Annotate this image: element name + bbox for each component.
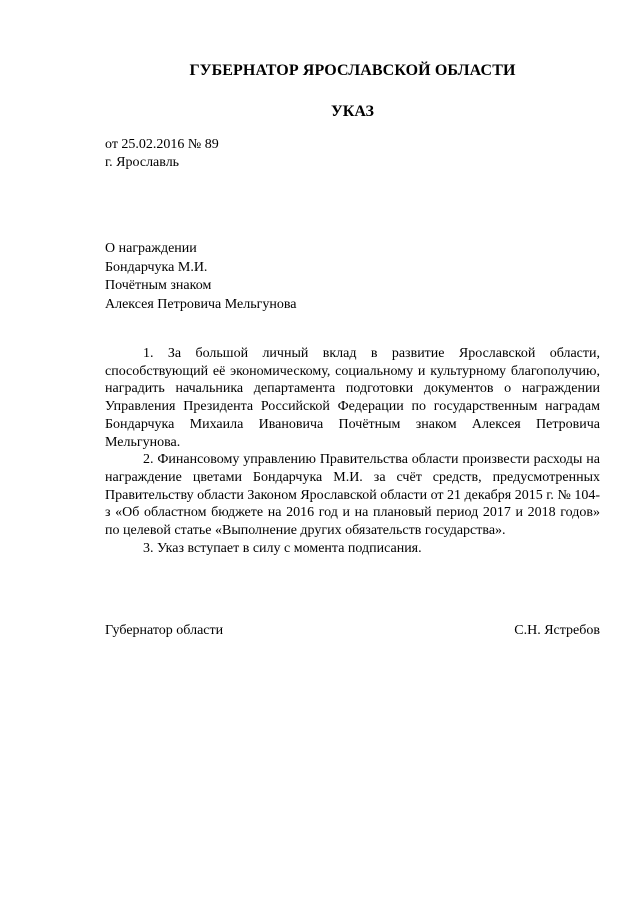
paragraph-2: 2. Финансовому управлению Правительства области произвести расходы на награждение цветами Бондарчука М.И. за счёт средств, предусмотренных Правительству области Законом Ярославской области от 21 декабря 2015 г. № 104-з «Об областном бюджете на 2016 год и на плановый период 2017 и 2018 годов» по целевой статье «Выполнение других обязательств государства». xyxy=(105,452,600,539)
document-subject xyxy=(105,240,297,314)
issuing-authority: ГУБЕРНАТОР ЯРОСЛАВСКОЙ ОБЛАСТИ xyxy=(189,62,516,79)
subject-line: Алексея Петровича Мельгунова xyxy=(105,296,297,312)
paragraph-3: 3. Указ вступает в силу с момента подписания. xyxy=(143,540,422,556)
subject-line: Бондарчука М.И. xyxy=(105,259,208,275)
city: г. Ярославль xyxy=(105,155,180,170)
document-meta xyxy=(105,136,219,172)
subject-line: О награждении xyxy=(105,241,197,256)
signatory-position: Губернатор области xyxy=(105,623,224,638)
document-body xyxy=(105,345,600,557)
document-type: УКАЗ xyxy=(331,103,374,120)
signature-block xyxy=(105,622,600,640)
signatory-name: С.Н. Ястребов xyxy=(514,623,600,638)
paragraph-1: 1. За большой личный вклад в развитие Ярославской области, способствующий её экономическому, социальному и культурному благополучию, наградить начальника департамента подготовки документов о награждении Управления Президента Российской Федерации по государственным наградам Бондарчука Михаила Ивановича Почётным знаком Алексея Петровича Мельгунова. xyxy=(105,346,600,450)
date-number: от 25.02.2016 № 89 xyxy=(105,137,219,152)
subject-line: Почётным знаком xyxy=(105,278,212,293)
